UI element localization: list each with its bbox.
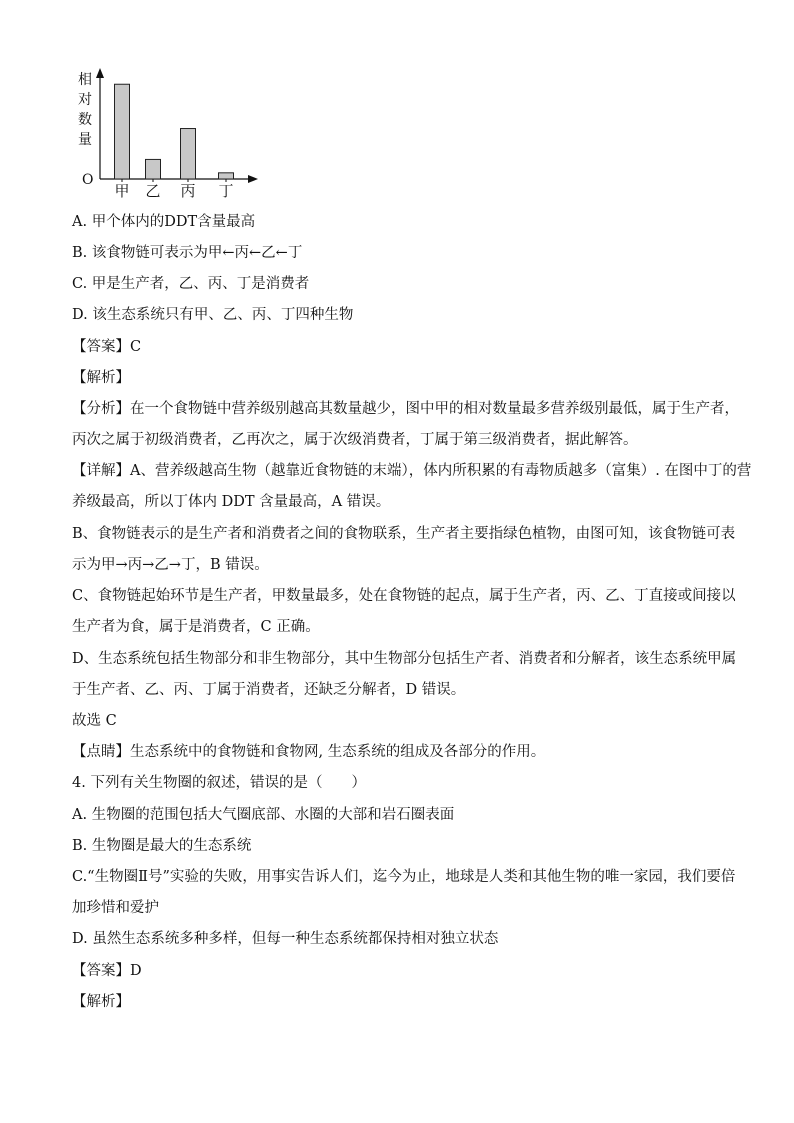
q4-option-c-continued: 加珍惜和爱护 (72, 900, 159, 916)
chart-plot (70, 64, 270, 204)
q4-analysis-heading: 【解析】 (72, 994, 130, 1010)
bar-3 (181, 129, 196, 179)
q3-explanation-line: 【详解】A、营养级越高生物（越靠近食物链的末端），体内所积累的有毒物质越多（富集）. 在图中丁的营 (72, 463, 752, 479)
q4-stem: 4. 下列有关生物圈的叙述，错误的是（ ） (72, 775, 366, 791)
bar-2 (146, 159, 161, 179)
q4-option-a: A. 生物圈的范围包括大气圈底部、水圈的大部和岩石圈表面 (72, 807, 455, 823)
q3-conclusion: 故选 C (72, 713, 117, 729)
q3-option-d: D. 该生态系统只有甲、乙、丙、丁四种生物 (72, 307, 354, 323)
bar-chart (70, 64, 270, 204)
q3-explanation-line: 丙次之属于初级消费者，乙再次之，属于次级消费者，丁属于第三级消费者，据此解答。 (72, 432, 638, 448)
bar-1 (115, 84, 130, 179)
q3-option-b: B. 该食物链可表示为甲←丙←乙←丁 (72, 245, 303, 261)
q3-answer: 【答案】C (72, 339, 142, 355)
q3-option-c: C. 甲是生产者，乙、丙、丁是消费者 (72, 276, 310, 292)
q4-option-c: C.“生物圈Ⅱ号”实验的失败，用事实告诉人们，迄今为止，地球是人类和其他生物的唯一家园，我们要倍 (72, 869, 736, 885)
category-label: 丙 (180, 182, 196, 200)
q3-explanation-line: D、生态系统包括生物部分和非生物部分，其中生物部分包括生产者、消费者和分解者，该生态系统甲属 (72, 651, 737, 667)
x-axis-arrow (248, 175, 258, 183)
q3-explanation-line: B、食物链表示的是生产者和消费者之间的食物联系，生产者主要指绿色植物，由图可知，该食物链可表 (72, 526, 736, 542)
category-label: 丁 (218, 182, 234, 200)
q3-key-point: 【点睛】生态系统中的食物链和食物网, 生态系统的组成及各部分的作用。 (72, 744, 546, 760)
y-axis-arrow (96, 68, 104, 78)
bar-4 (219, 173, 234, 179)
q4-option-d: D. 虽然生态系统多种多样，但每一种生态系统都保持相对独立状态 (72, 931, 499, 947)
q3-explanation-line: 示为甲→丙→乙→丁，B 错误。 (72, 557, 269, 573)
category-label: 甲 (114, 182, 130, 200)
q3-explanation-line: 于生产者、乙、丙、丁属于消费者，还缺乏分解者，D 错误。 (72, 682, 466, 698)
y-axis-label: 相对数量 (78, 72, 92, 148)
q3-explanation-line: 养级最高，所以丁体内 DDT 含量最高，A 错误。 (72, 494, 391, 510)
q4-answer: 【答案】D (72, 963, 142, 979)
q3-explanation-line: 生产者为食，属于是消费者，C 正确。 (72, 619, 320, 635)
origin-label: O (82, 172, 94, 188)
q3-analysis-heading: 【解析】 (72, 370, 130, 386)
q3-explanation-line: C、食物链起始环节是生产者，甲数量最多，处在食物链的起点，属于生产者，丙、乙、丁直接或间接以 (72, 588, 736, 604)
q3-explanation-line: 【分析】在一个食物链中营养级别越高其数量越少，图中甲的相对数量最多营养级别最低，属于生产者， (72, 401, 739, 417)
category-label: 乙 (145, 182, 161, 200)
q4-option-b: B. 生物圈是最大的生态系统 (72, 838, 252, 854)
q3-option-a: A. 甲个体内的DDT含量最高 (72, 214, 256, 230)
